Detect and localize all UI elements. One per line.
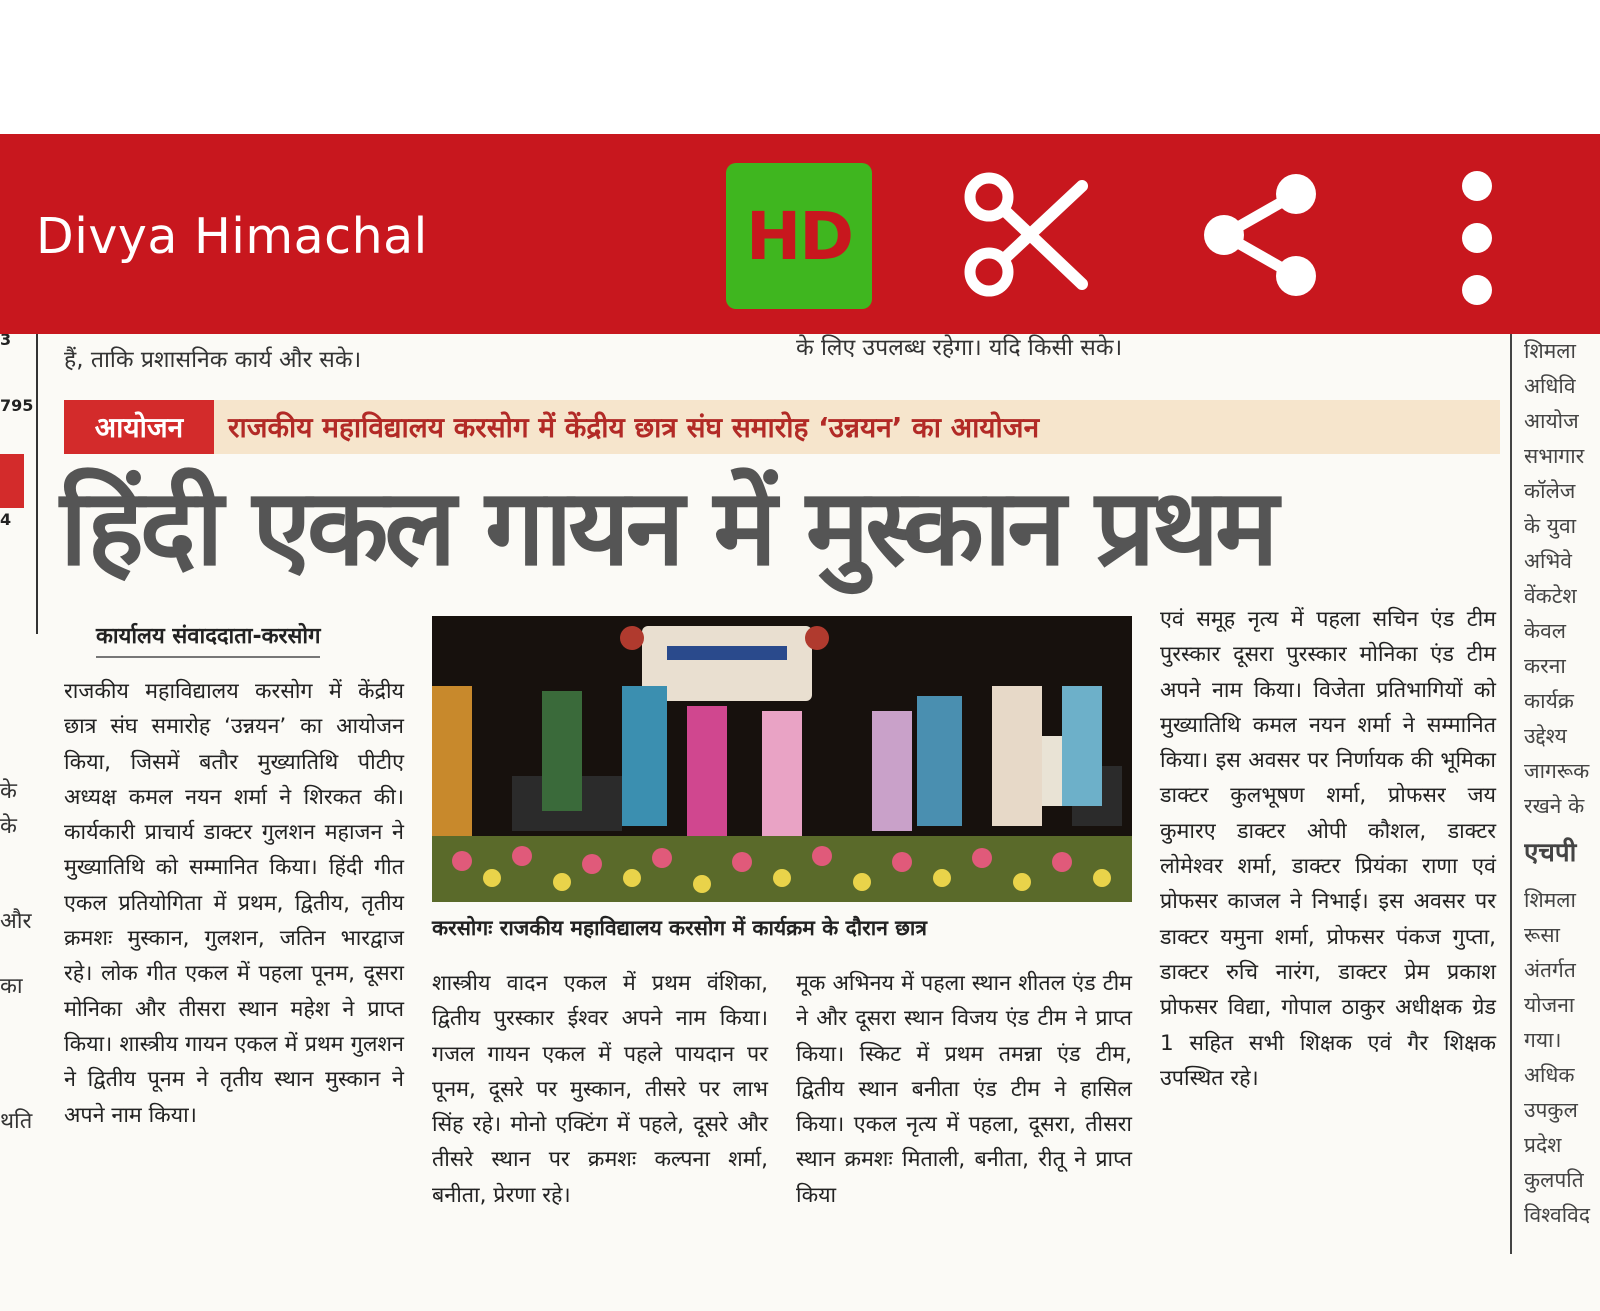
fragment: के <box>0 779 17 804</box>
kicker-tag: आयोजन <box>64 400 214 454</box>
fragment: अभिवे <box>1524 549 1572 573</box>
share-button[interactable] <box>1200 172 1322 298</box>
hd-label: HD <box>745 197 853 275</box>
top-text-right: के लिए उपलब्ध रहेगा। यदि किसी सके। <box>796 335 1123 361</box>
article-column-3: मूक अभिनय में पहला स्थान शीतल एंड टीम ने और दूसरा स्थान विजय एंड टीम ने प्राप्त किया। स्किट में प्रथम तमन्ना एंड टीम, द्वितीय स्थान बनीता एंड टीम ने हासिल किया। एकल नृत्य में पहला, दूसरा, तीसरा स्थान क्रमशः मिताली, बनीता, रीतू ने प्राप्त किया <box>796 971 1132 1208</box>
crop-button[interactable] <box>964 172 1094 298</box>
fragment: रखने के <box>1524 794 1585 818</box>
newspaper-clipping[interactable] <box>0 334 1600 1311</box>
article-column-1: राजकीय महाविद्यालय करसोग में केंद्रीय छात्र संघ समारोह ‘उन्नयन’ का आयोजन किया, जिसमें बतौर मुख्यातिथि पीटीए अध्यक्ष कमल नयन शर्मा ने शिरकत की। कार्यकारी प्राचार्य डाक्टर गुलशन महाजन ने मुख्यातिथि को सम्मानित किया। हिंदी गीत एकल प्रतियोगिता में प्रथम, द्वितीय, तृतीय क्रमशः मुस्कान, गुलशन, जतिन भारद्वाज रहे। लोक गीत एकल में पहला पूनम, दूसरा मोनिका और तीसरा स्थान महेश ने प्राप्त किया। शास्त्रीय गायन एकल में प्रथम गुलशन ने द्वितीय पूनम ने तृतीय स्थान मुस्कान ने अपने नाम किया। <box>64 679 404 1128</box>
margin-number: 795 <box>0 396 34 415</box>
article-column-4: एवं समूह नृत्य में पहला सचिन एंड टीम पुरस्कार दूसरा पुरस्कार मोनिका एंड टीम अपने नाम किया। विजेता प्रतिभागियों को मुख्यातिथि कमल नयन शर्मा ने सम्मानित किया। इस अवसर पर निर्णायक की भूमिका डाक्टर कुलभूषण शर्मा, प्रोफसर जय कुमारए डाक्टर ओपी कौशल, डाक्टर लोमेश्वर शर्मा, डाक्टर प्रियंका राणा एवं प्रोफसर काजल ने निभाई। इस अवसर पर डाक्टर यमुना शर्मा, प्रोफसर पंकज गुप्ता, डाक्टर रुचि नारंग, डाक्टर प्रेम प्रकाश प्रोफसर विद्या, गोपाल ठाकुर अधीक्षक ग्रेड 1 सहित सभी शिक्षक एवं गैर शिक्षक उपस्थित रहे। <box>1160 607 1496 1091</box>
headline: हिंदी एकल गायन में मुस्कान प्रथम <box>60 466 1275 589</box>
scissors-icon <box>964 172 1094 298</box>
fragment: अधिक <box>1524 1063 1575 1087</box>
fragment: गया। <box>1524 1028 1562 1052</box>
fragment: कार्यक्र <box>1524 689 1574 713</box>
margin-red-block <box>0 454 24 508</box>
fragment: कॉलेज <box>1524 479 1576 503</box>
top-text-left: हैं, ताकि प्रशासनिक कार्य और सके। <box>64 347 362 373</box>
fragment: योजना <box>1524 993 1575 1017</box>
right-adjacent-column <box>1524 334 1600 1311</box>
fragment: का <box>0 974 23 999</box>
hd-button[interactable] <box>726 163 872 309</box>
margin-number: 4 <box>0 510 12 529</box>
fragment: के युवा <box>1524 514 1577 538</box>
fragment: कुलपति <box>1524 1168 1584 1192</box>
photo-caption: करसोगः राजकीय महाविद्यालय करसोग में कार्यक्रम के दौरान छात्र <box>432 916 927 940</box>
fragment: शिमला <box>1524 339 1576 363</box>
fragment: वेंकटेश <box>1524 584 1577 608</box>
article-photo <box>432 616 1132 902</box>
more-options-button[interactable] <box>1452 168 1502 308</box>
app-title: Divya Himachal <box>36 208 428 265</box>
fragment: प्रदेश <box>1524 1133 1562 1157</box>
left-adjacent-column <box>0 334 38 634</box>
fragment: और <box>0 909 32 934</box>
stage-photo-illustration <box>432 616 1132 902</box>
fragment: विश्वविद <box>1524 1203 1590 1227</box>
fragment: जागरूक <box>1524 759 1590 783</box>
byline: कार्यालय संवाददाता-करसोग <box>96 620 320 658</box>
column-rule <box>1510 334 1512 1254</box>
fragment: एचपी <box>1524 838 1577 868</box>
fragment: रूसा <box>1524 923 1560 947</box>
fragment: के <box>0 814 17 839</box>
fragment: शिमला <box>1524 888 1576 912</box>
more-vert-icon <box>1452 168 1502 308</box>
fragment: आयोज <box>1524 409 1579 433</box>
fragment: उपकुल <box>1524 1098 1578 1122</box>
share-icon <box>1200 172 1322 298</box>
kicker-text: राजकीय महाविद्यालय करसोग में केंद्रीय छात्र संघ समारोह ‘उन्नयन’ का आयोजन <box>228 411 1040 444</box>
fragment: अधिवि <box>1524 374 1576 398</box>
fragment: सभागार <box>1524 444 1585 468</box>
fragment: करना <box>1524 654 1566 678</box>
fragment: केवल <box>1524 619 1567 643</box>
fragment: थति <box>0 1109 33 1134</box>
left-fragments <box>0 774 32 1139</box>
fragment: उद्देश्य <box>1524 724 1567 748</box>
fragment: अंतर्गत <box>1524 958 1576 982</box>
margin-number: 3 <box>0 334 12 349</box>
kicker-band <box>64 400 1500 454</box>
article-column-2: शास्त्रीय वादन एकल में प्रथम वंशिका, द्वितीय पुरस्कार ईश्वर अपने नाम किया। गजल गायन एकल में पहले पायदान पर पूनम, दूसरे पर मुस्कान, तीसरे पर लाभ सिंह रहे। मोनो एक्टिंग में पहले, दूसरे और तीसरे स्थान पर क्रमशः कल्पना शर्मा, बनीता, प्रेरणा रहे। <box>432 971 768 1208</box>
